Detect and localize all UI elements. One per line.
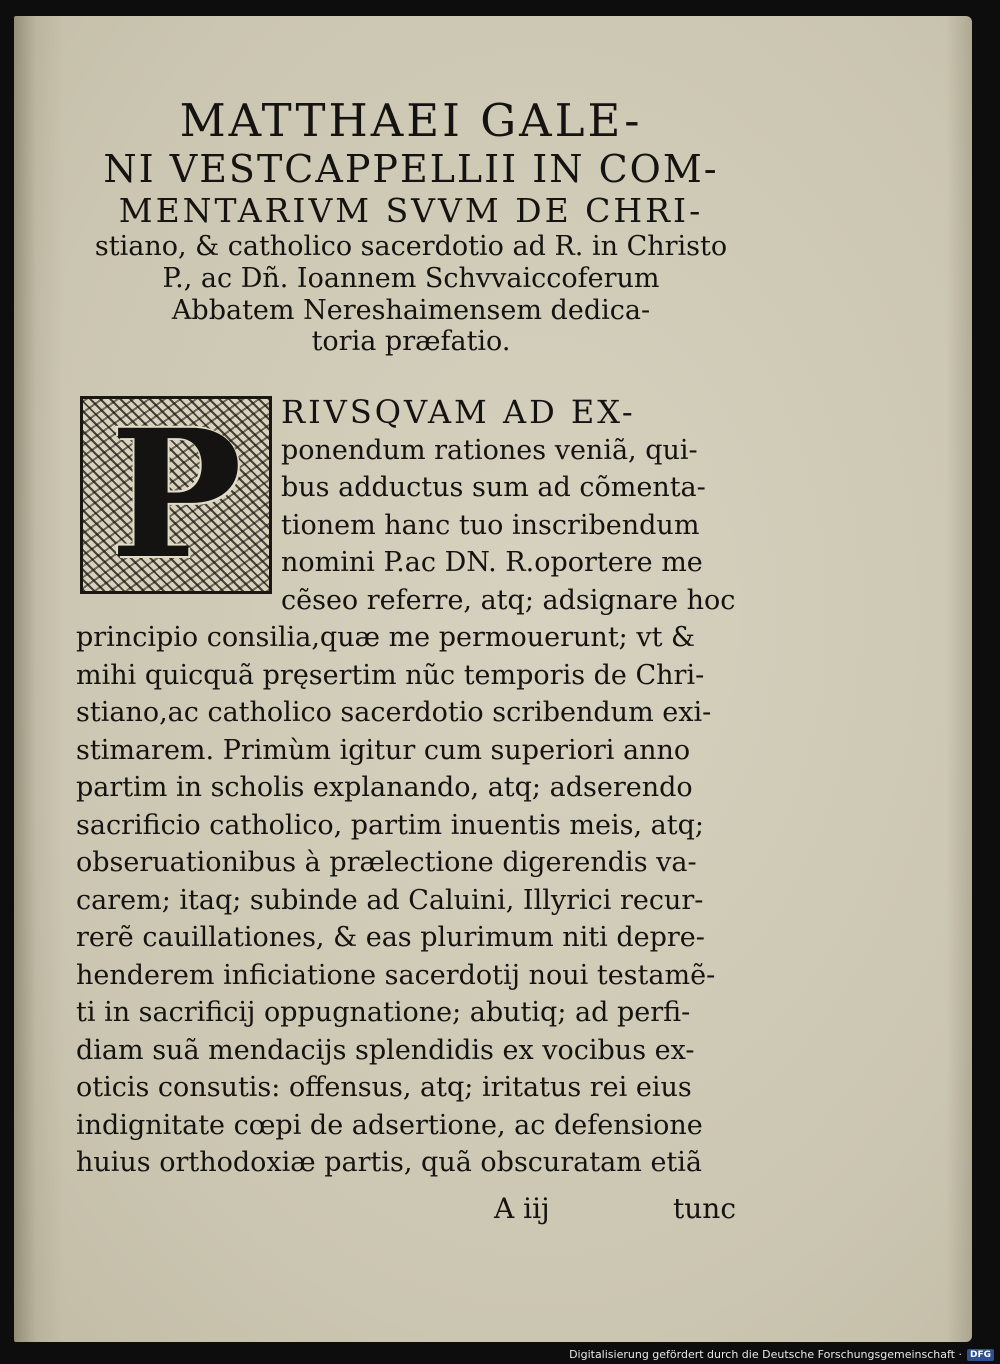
body-line: partim in scholis explanando, atq; adserendo <box>76 772 693 803</box>
title-line-2: NI VESTCAPPELLII IN COM- <box>103 147 719 192</box>
body-line: RIVSQVAM AD EX- <box>281 393 636 431</box>
decorated-initial <box>80 391 272 598</box>
title-line-3: MENTARIVM SVVM DE CHRI- <box>118 190 704 230</box>
body-line: principio consilia,quæ me permouerunt; vt & <box>76 622 696 653</box>
body-line: ti in sacrificij oppugnatione; abutiq; ad perfi- <box>76 997 691 1028</box>
body-line: diam suã mendacijs splendidis ex vocibus ex- <box>76 1034 695 1066</box>
book-page <box>14 16 972 1342</box>
body-line: henderem inficiatione sacerdotij noui testamẽ- <box>76 959 716 991</box>
digitization-credit <box>569 1348 994 1361</box>
body-line: oticis consutis: offensus, atq; iritatus rei eius <box>76 1072 692 1103</box>
body-line: bus adductus sum ad cõmenta- <box>281 472 706 503</box>
body-line: rerẽ cauillationes, & eas plurimum niti depre- <box>76 922 705 953</box>
body-line: carem; itaq; subinde ad Caluini, Illyrici recur- <box>76 884 704 916</box>
title-block <box>76 94 746 358</box>
subtitle-line-4: toria præfatio. <box>311 326 511 358</box>
subtitle-line-2: P., ac Dñ. Ioannem Schvvaiccoferum <box>162 262 660 294</box>
dfg-logo: DFG <box>967 1349 994 1361</box>
credit-text: Digitalisierung gefördert durch die Deutsche Forschungsgemeinschaft · <box>569 1348 962 1361</box>
body-line: cẽseo referre, atq; adsignare hoc <box>281 584 736 616</box>
signature-mark: A iij <box>494 1192 550 1225</box>
title-line-1: MATTHAEI GALE- <box>179 94 643 147</box>
subtitle-line-3: Abbatem Nereshaimensem dedica- <box>171 294 651 326</box>
subtitle-line-1: stiano, & catholico sacerdotio ad R. in Christo <box>94 230 728 262</box>
body-line: tionem hanc tuo inscribendum <box>281 509 700 541</box>
body-line: obseruationibus à prælectione digerendis va- <box>76 847 697 878</box>
decorated-initial-letter: P <box>109 391 243 598</box>
body-text <box>76 391 746 1182</box>
catchword: tunc <box>673 1192 736 1225</box>
body-line: stimarem. Primùm igitur cum superiori anno <box>76 734 691 766</box>
body-line: ponendum rationes veniã, qui- <box>281 434 698 466</box>
body-line: nomini P.ac DN. R.oportere me <box>281 547 703 578</box>
body-line: indignitate cœpi de adsertione, ac defensione <box>76 1109 703 1141</box>
body-line: stiano,ac catholico sacerdotio scribendum exi- <box>76 697 712 728</box>
body-line: huius orthodoxiæ partis, quã obscuratam etiã <box>76 1147 703 1178</box>
body-line: sacrificio catholico, partim inuentis meis, atq; <box>76 809 704 841</box>
body-line: mihi quicquã pręsertim nũc temporis de Chri- <box>76 659 705 691</box>
